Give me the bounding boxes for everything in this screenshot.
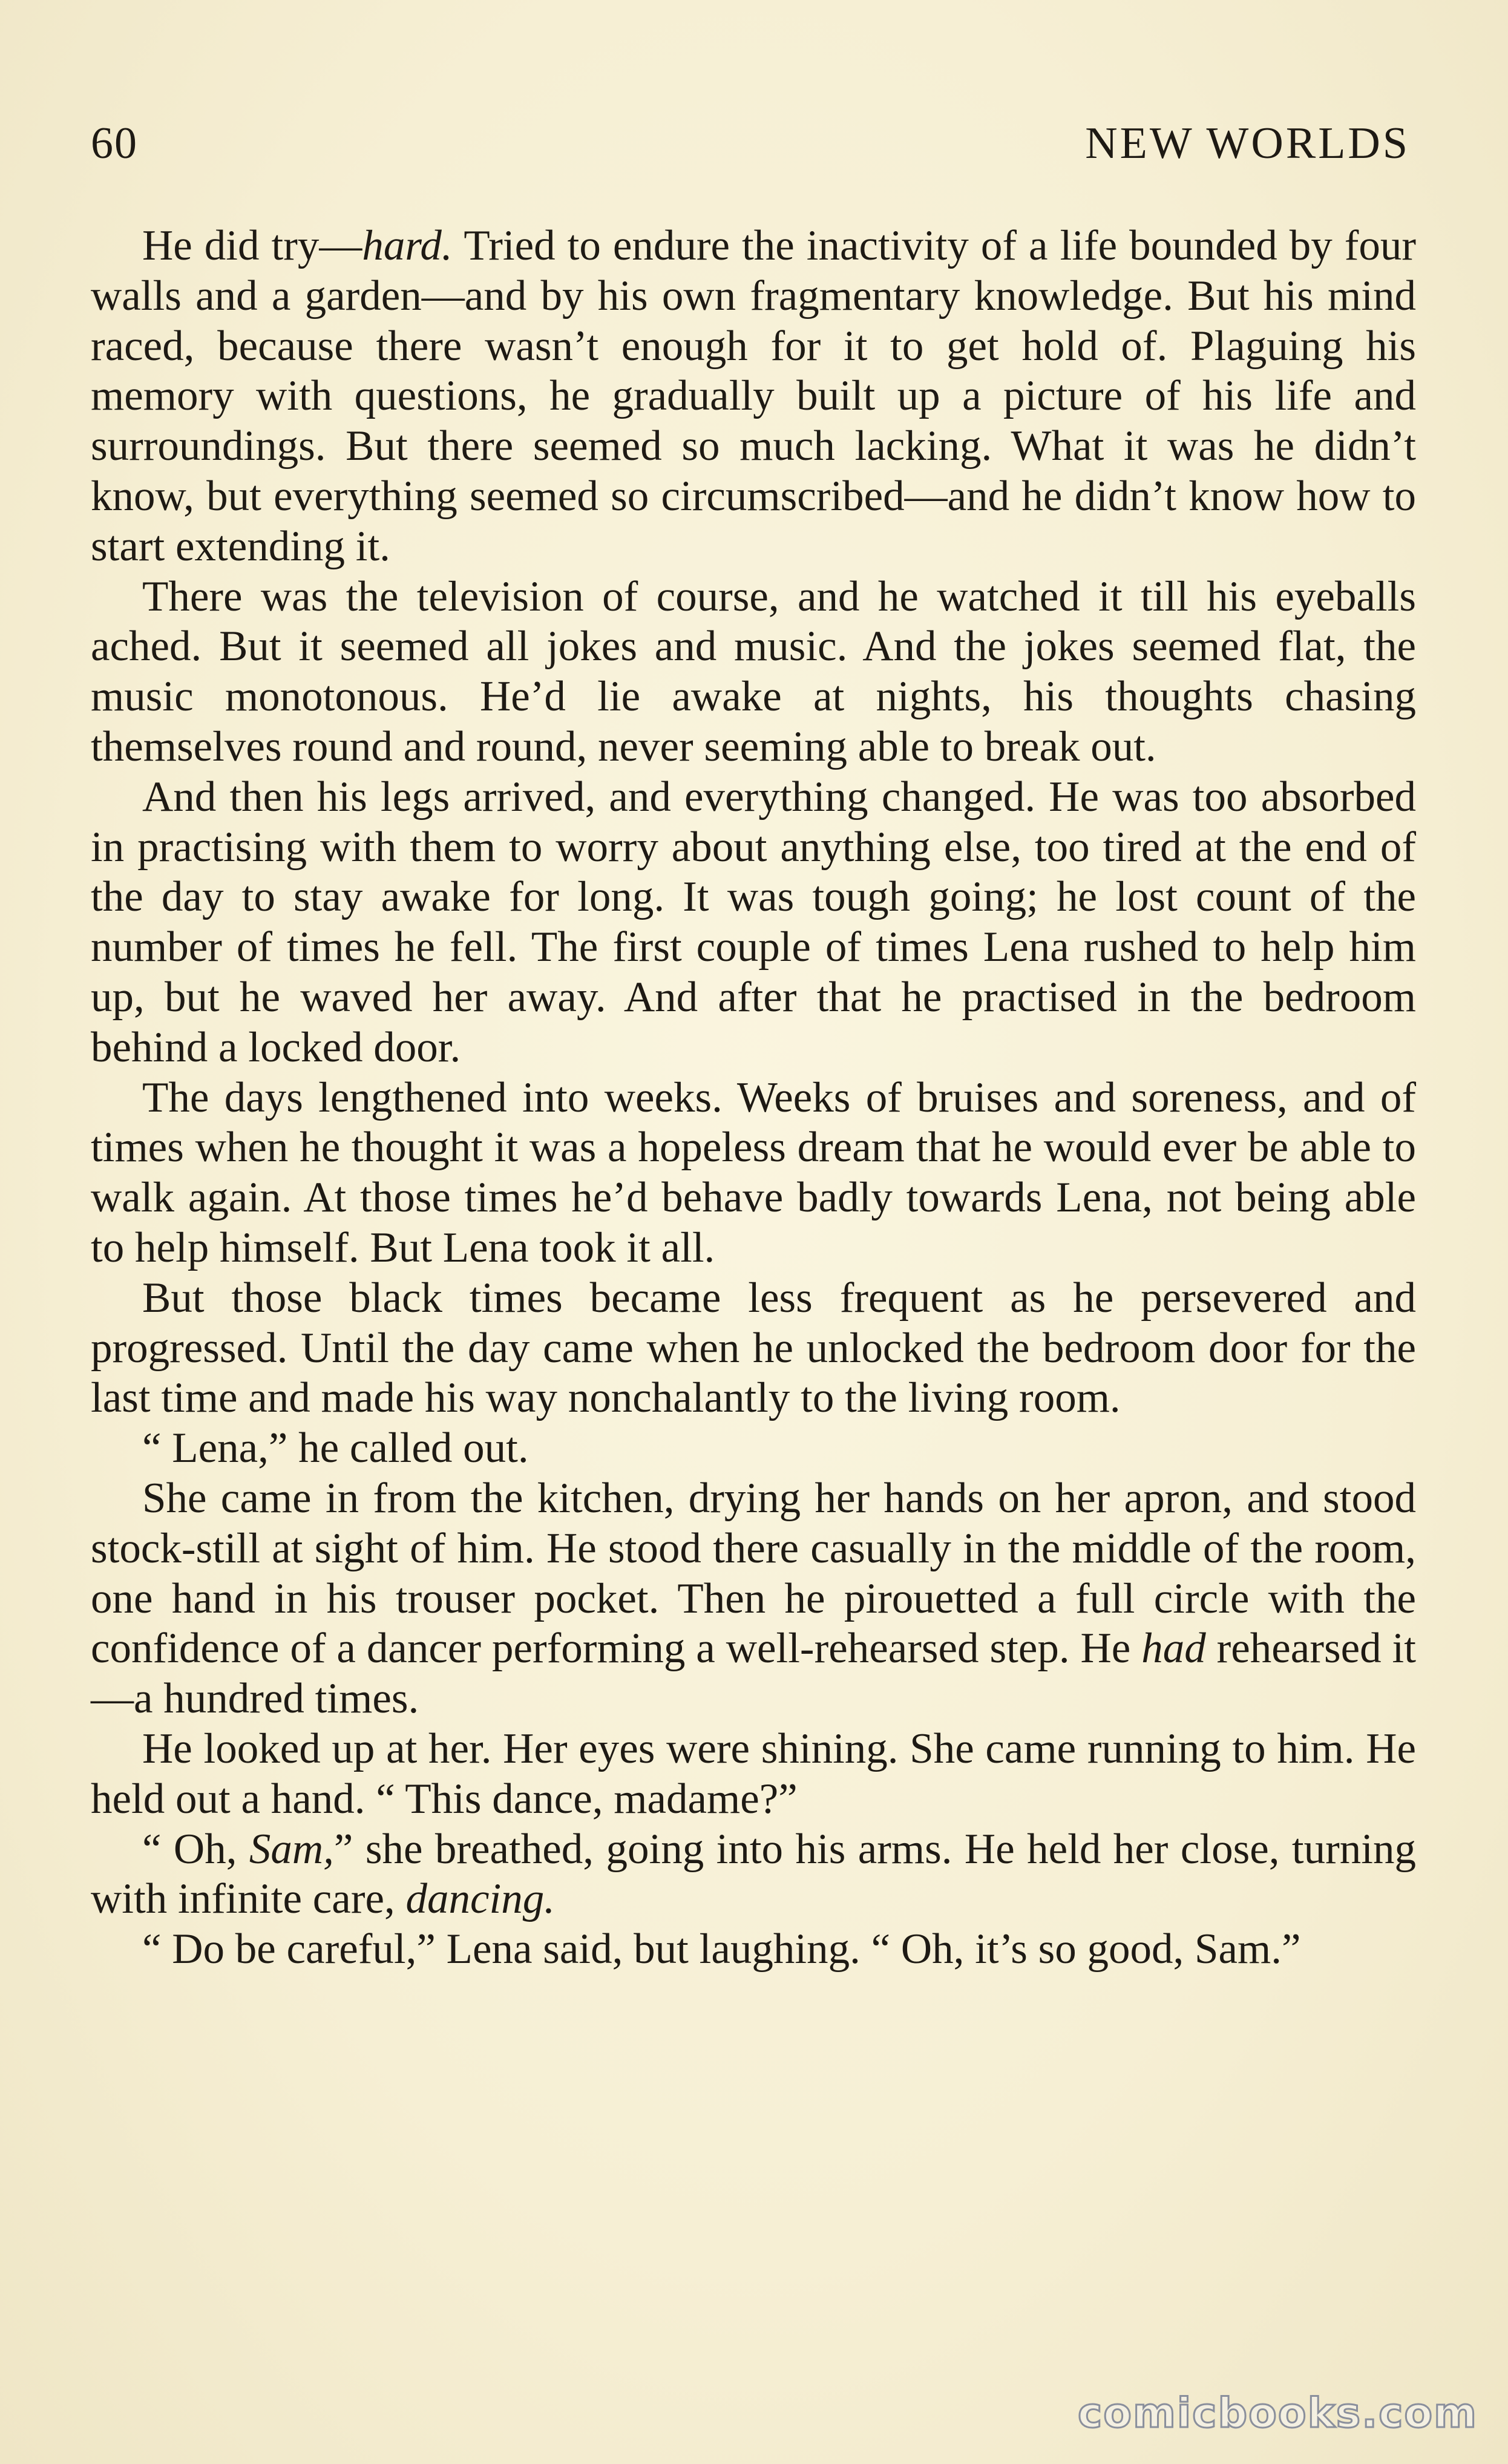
paragraph: “ Lena,” he called out. bbox=[142, 1424, 529, 1472]
paragraph: There was the television of course, and he watched it till his eyeballs ached. But it seemed all jokes and music. And the jokes seemed flat, the music monotonous. He’d lie awake at nights, his thoughts chasing themselves round and round, never seeming able to break out. bbox=[91, 572, 1416, 770]
paragraph: She came in from the kitchen, drying her hands on her apron, and stood stock-still at sight of him. He stood there casually in the middle of the room, one hand in his trouser pocket. Then he pirouetted a full circle with the confidence of a dancer performing a well-rehearsed step. He had rehearsed it—a hundred times. bbox=[91, 1474, 1416, 1723]
page-number: 60 bbox=[91, 119, 138, 168]
paragraph: “ Oh, Sam,” she breathed, going into his arms. He held her close, turning with infinite care, dancing. bbox=[91, 1825, 1416, 1923]
paragraph: The days lengthened into weeks. Weeks of bruises and soreness, and of times when he thought it was a hopeless dream that he would ever be able to walk again. At those times he’d behave badly towards Lena, not being able to help himself. But Lena took it all. bbox=[91, 1073, 1416, 1271]
paragraph: “ Do be careful,” Lena said, but laughing. “ Oh, it’s so good, Sam.” bbox=[142, 1925, 1301, 1973]
paragraph: He did try—hard. Tried to endure the inactivity of a life bounded by four walls and a garden—and by his own fragmentary knowledge. But his mind raced, because there wasn’t enough for it to get hold of. Plaguing his memory with questions, he gradually built up a picture of his life and surroundings. But there seemed so much lacking. What it was he didn’t know, but everything seemed so circumscribed—and he didn’t know how to start extending it. bbox=[91, 222, 1416, 570]
paragraph: But those black times became less frequent as he persevered and progressed. Until the day came when he unlocked the bedroom door for the last time and made his way nonchalantly to the living room. bbox=[91, 1274, 1416, 1422]
paragraph: And then his legs arrived, and everything changed. He was too absorbed in practising with them to worry about anything else, too tired at the end of the day to stay awake for long. It was tough going; he lost count of the number of times he fell. The first couple of times Lena rushed to help him up, but he waved her away. And after that he practised in the bedroom behind a locked door. bbox=[91, 773, 1416, 1071]
paragraph: He looked up at her. Her eyes were shining. She came running to him. He held out a hand. “ This dance, madame?” bbox=[91, 1725, 1416, 1823]
watermark-logo: comicbooks.com bbox=[1077, 2390, 1478, 2437]
page-header bbox=[91, 118, 1410, 179]
running-title: NEW WORLDS bbox=[1085, 119, 1410, 168]
body-text bbox=[91, 221, 1416, 1974]
